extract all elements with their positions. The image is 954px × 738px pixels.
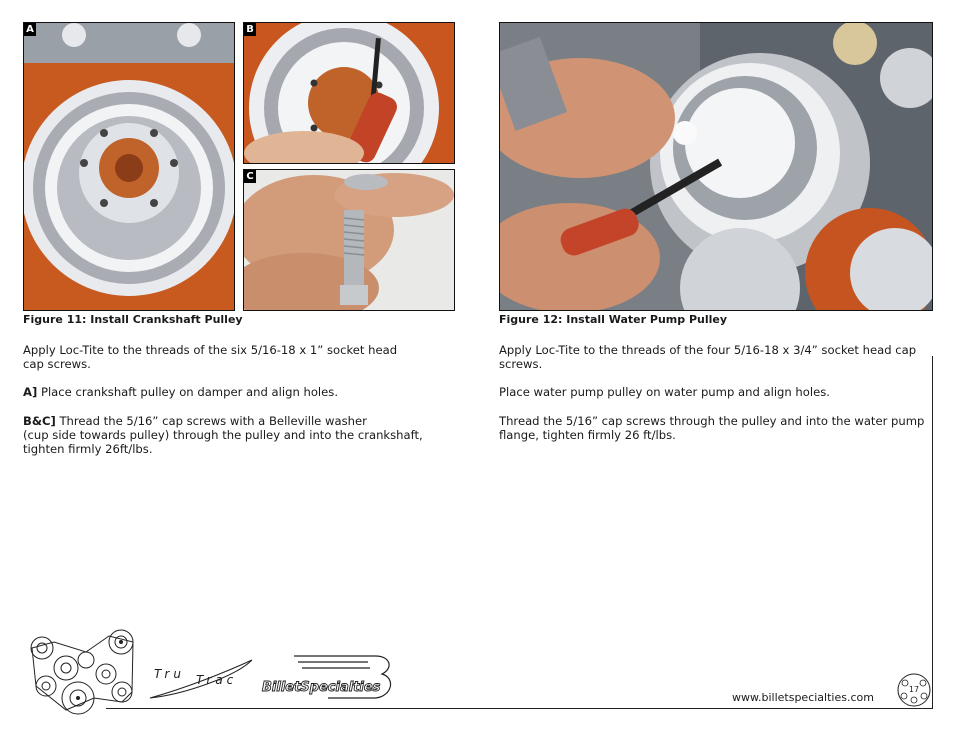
right-p3-text: Thread the 5/16” cap screws through the pulley and into the water pump flange, tighten firmly 26 ft/lbs. <box>499 414 925 442</box>
footer-horizontal-rule <box>106 708 933 709</box>
photo-a-crankshaft-pulley <box>23 22 235 311</box>
figure-a-tag: A <box>24 23 36 36</box>
page-number: 17 <box>908 685 920 694</box>
step-bc-line2: (cup side towards pulley) through the pulley and into the crankshaft, <box>23 428 423 442</box>
footer-vertical-rule <box>932 356 933 708</box>
figure-c-tag: C <box>244 170 256 183</box>
photo-b-screw-insert <box>243 22 455 164</box>
trutrac-word-2: Trac <box>196 673 238 687</box>
figure-b-tag: B <box>244 23 256 36</box>
right-instruction-thread <box>499 414 929 442</box>
left-instruction-a <box>23 385 443 399</box>
figure-11-caption: Figure 11: Install Crankshaft Pulley <box>23 313 243 326</box>
step-a-text: Place crankshaft pulley on damper and align holes. <box>37 385 338 399</box>
left-p1-text: Apply Loc-Tite to the threads of the six 5/16-18 x 1” socket head cap screws. <box>23 343 398 371</box>
photo-c-belleville-washer <box>243 169 455 311</box>
photo-water-pump-pulley <box>499 22 933 311</box>
left-instruction-loctite <box>23 343 408 371</box>
figure-12-caption: Figure 12: Install Water Pump Pulley <box>499 313 728 326</box>
step-bc-label: B&C] <box>23 414 56 428</box>
right-p1-text: Apply Loc-Tite to the threads of the four 5/16-18 x 3/4” socket head cap screws. <box>499 343 917 371</box>
billet-specialties-logo <box>258 652 418 704</box>
billet-specialties-wordmark: BilletSpecialties <box>262 680 381 695</box>
right-instruction-align <box>499 385 924 399</box>
trutrac-word-1: Tru <box>154 667 185 681</box>
left-instruction-bc <box>23 414 453 456</box>
right-p2-text: Place water pump pulley on water pump and align holes. <box>499 385 830 399</box>
step-bc-line3: tighten firmly 26ft/lbs. <box>23 442 153 456</box>
serpentine-drive-illustration <box>26 626 138 716</box>
website-link[interactable]: www.billetspecialties.com <box>732 691 874 704</box>
trutrac-logo <box>146 654 256 702</box>
right-instruction-loctite <box>499 343 924 371</box>
step-a-label: A] <box>23 385 38 399</box>
step-bc-line1: Thread the 5/16” cap screws with a Belleville washer <box>55 414 367 428</box>
page-number-badge <box>896 672 932 708</box>
